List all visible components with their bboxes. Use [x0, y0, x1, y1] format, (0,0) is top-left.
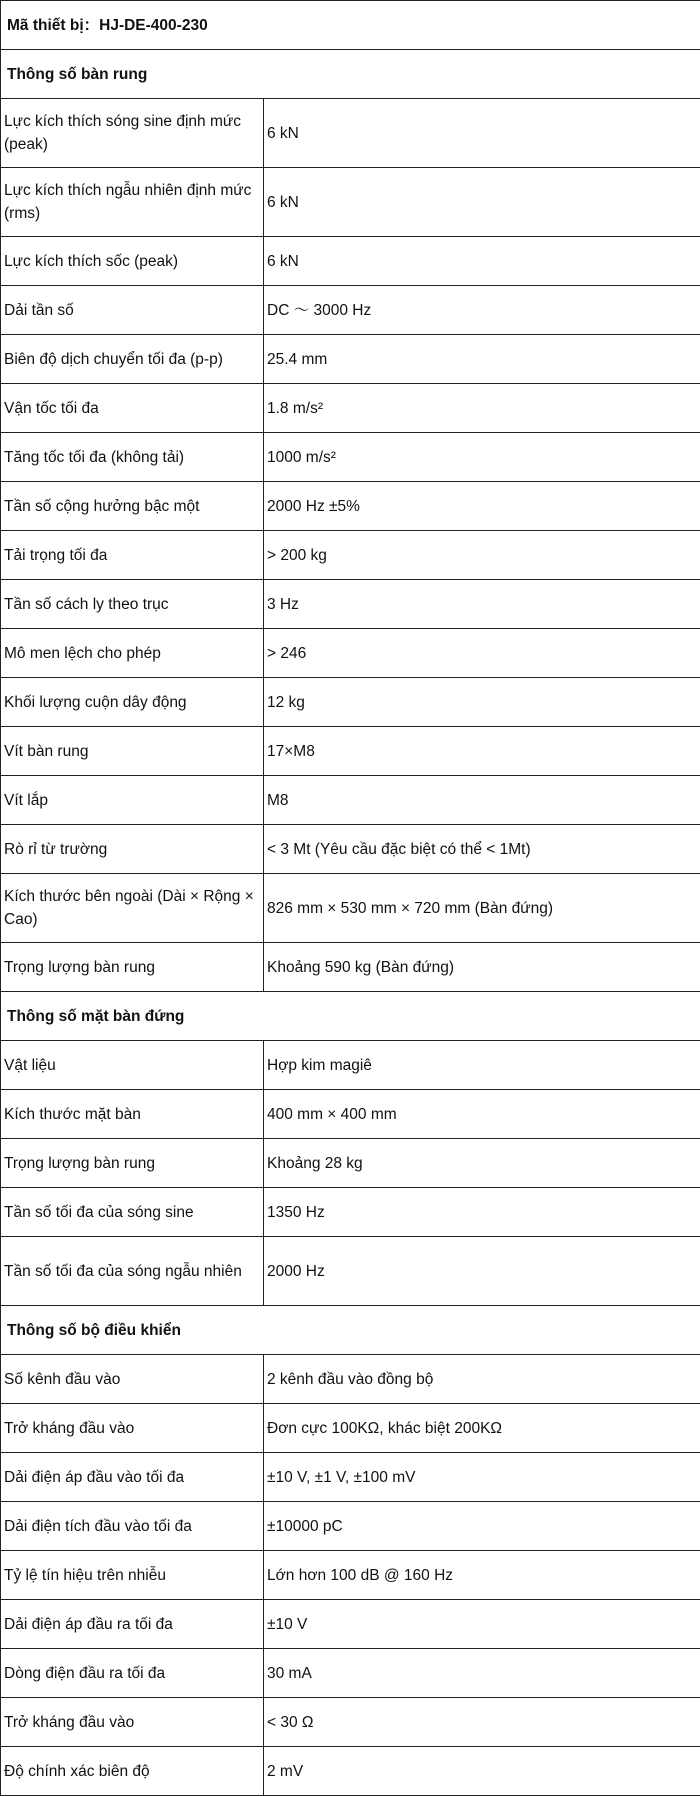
table-row [1, 1747, 700, 1796]
spec-value: 2000 Hz [264, 1237, 700, 1306]
spec-label: Rò rỉ từ trường [1, 825, 264, 874]
spec-value: Khoảng 28 kg [264, 1139, 700, 1188]
spec-value: < 3 Mt (Yêu cầu đặc biệt có thể < 1Mt) [264, 825, 700, 874]
spec-value: 400 mm × 400 mm [264, 1090, 700, 1139]
table-row [1, 1237, 700, 1306]
spec-value: 30 mA [264, 1649, 700, 1698]
spec-value: Đơn cực 100KΩ, khác biệt 200KΩ [264, 1404, 700, 1453]
spec-value: 12 kg [264, 678, 700, 727]
table-row [1, 629, 700, 678]
spec-value: 17×M8 [264, 727, 700, 776]
table-row [1, 1355, 700, 1404]
table-row [1, 1139, 700, 1188]
spec-label: Tần số cách ly theo trục [1, 580, 264, 629]
spec-label: Vít lắp [1, 776, 264, 825]
table-row [1, 433, 700, 482]
table-row [1, 1649, 700, 1698]
spec-label: Lực kích thích ngẫu nhiên định mức (rms) [1, 168, 264, 237]
spec-label: Kích thước mặt bàn [1, 1090, 264, 1139]
device-code-row [1, 1, 700, 50]
spec-label: Tần số tối đa của sóng sine [1, 1188, 264, 1237]
spec-label: Tăng tốc tối đa (không tải) [1, 433, 264, 482]
section-header [1, 1306, 700, 1355]
spec-label: Dải tần số [1, 286, 264, 335]
table-row [1, 1698, 700, 1747]
table-row [1, 727, 700, 776]
spec-label: Trọng lượng bàn rung [1, 943, 264, 992]
section-header [1, 50, 700, 99]
spec-value: ±10 V [264, 1600, 700, 1649]
table-row [1, 1188, 700, 1237]
spec-value: 2000 Hz ±5% [264, 482, 700, 531]
table-row [1, 1453, 700, 1502]
spec-value: 1350 Hz [264, 1188, 700, 1237]
spec-value: Lớn hơn 100 dB @ 160 Hz [264, 1551, 700, 1600]
spec-label: Biên độ dịch chuyển tối đa (p-p) [1, 335, 264, 384]
spec-label: Trọng lượng bàn rung [1, 1139, 264, 1188]
spec-value: 25.4 mm [264, 335, 700, 384]
spec-label: Tần số cộng hưởng bậc một [1, 482, 264, 531]
table-row [1, 237, 700, 286]
spec-label: Vật liệu [1, 1041, 264, 1090]
spec-label: Trở kháng đầu vào [1, 1698, 264, 1747]
table-row [1, 531, 700, 580]
spec-label: Dòng điện đầu ra tối đa [1, 1649, 264, 1698]
table-row [1, 99, 700, 168]
table-row [1, 286, 700, 335]
spec-value: ±10000 pC [264, 1502, 700, 1551]
spec-label: Vận tốc tối đa [1, 384, 264, 433]
spec-value: 6 kN [264, 99, 700, 168]
spec-label: Tỷ lệ tín hiệu trên nhiễu [1, 1551, 264, 1600]
spec-value: DC ～ 3000 Hz [264, 286, 700, 335]
spec-label: Kích thước bên ngoài (Dài × Rộng × Cao) [1, 874, 264, 943]
spec-label: Số kênh đầu vào [1, 1355, 264, 1404]
table-row [1, 776, 700, 825]
spec-label: Độ chính xác biên độ [1, 1747, 264, 1796]
spec-value: > 246 [264, 629, 700, 678]
section-title: Thông số bàn rung [1, 50, 700, 99]
section-title: Thông số mặt bàn đứng [1, 992, 700, 1041]
device-code: Mã thiết bị：HJ-DE-400-230 [1, 1, 700, 50]
spec-label: Dải điện tích đầu vào tối đa [1, 1502, 264, 1551]
table-row [1, 678, 700, 727]
table-row [1, 874, 700, 943]
spec-label: Tần số tối đa của sóng ngẫu nhiên [1, 1237, 264, 1306]
spec-value: 826 mm × 530 mm × 720 mm (Bàn đứng) [264, 874, 700, 943]
spec-label: Tải trọng tối đa [1, 531, 264, 580]
spec-value: Hợp kim magiê [264, 1041, 700, 1090]
spec-value: 6 kN [264, 168, 700, 237]
table-row [1, 580, 700, 629]
table-row [1, 825, 700, 874]
section-title: Thông số bộ điều khiển [1, 1306, 700, 1355]
table-row [1, 1041, 700, 1090]
table-row [1, 1090, 700, 1139]
spec-value: M8 [264, 776, 700, 825]
table-row [1, 482, 700, 531]
spec-label: Lực kích thích sóng sine định mức (peak) [1, 99, 264, 168]
spec-label: Lực kích thích sốc (peak) [1, 237, 264, 286]
spec-value: 2 kênh đầu vào đồng bộ [264, 1355, 700, 1404]
table-row [1, 1502, 700, 1551]
spec-label: Khối lượng cuộn dây động [1, 678, 264, 727]
spec-value: 2 mV [264, 1747, 700, 1796]
spec-value: 1000 m/s² [264, 433, 700, 482]
spec-value: 1.8 m/s² [264, 384, 700, 433]
spec-label: Trở kháng đầu vào [1, 1404, 264, 1453]
spec-value: > 200 kg [264, 531, 700, 580]
table-row [1, 384, 700, 433]
spec-value: 3 Hz [264, 580, 700, 629]
spec-label: Vít bàn rung [1, 727, 264, 776]
table-row [1, 1404, 700, 1453]
section-header [1, 992, 700, 1041]
spec-value: < 30 Ω [264, 1698, 700, 1747]
table-row [1, 1600, 700, 1649]
spec-label: Dải điện áp đầu vào tối đa [1, 1453, 264, 1502]
table-row [1, 168, 700, 237]
table-row [1, 1551, 700, 1600]
table-row [1, 335, 700, 384]
spec-label: Mô men lệch cho phép [1, 629, 264, 678]
spec-value: 6 kN [264, 237, 700, 286]
spec-label: Dải điện áp đầu ra tối đa [1, 1600, 264, 1649]
table-row [1, 943, 700, 992]
spec-value: Khoảng 590 kg (Bàn đứng) [264, 943, 700, 992]
spec-value: ±10 V, ±1 V, ±100 mV [264, 1453, 700, 1502]
